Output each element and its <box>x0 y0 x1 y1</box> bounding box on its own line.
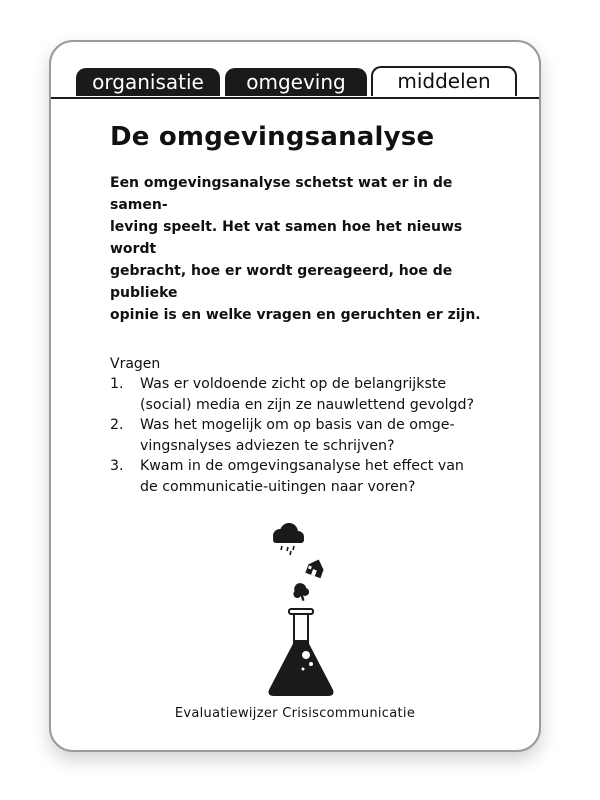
footer-text: Evaluatiewijzer Crisiscommunicatie <box>174 706 416 721</box>
question-line: vingsnalyses adviezen te schrijven? <box>140 437 395 454</box>
tab-underline <box>51 97 539 99</box>
intro-line: Een omgevingsanalyse schetst wat er in de samen- <box>110 175 453 213</box>
question-number: 3. <box>110 458 124 474</box>
intro-text <box>110 172 490 326</box>
intro-line: leving speelt. Het vat samen hoe het nieuws wordt <box>110 219 463 257</box>
question-line: Kwam in de omgevingsanalyse het effect van <box>140 458 464 474</box>
question-item <box>110 456 490 497</box>
question-line: de communicatie-uitingen naar voren? <box>140 478 416 495</box>
tab-organisatie[interactable]: organisatie <box>76 68 220 96</box>
flask-illustration <box>256 522 346 702</box>
house-icon <box>305 557 326 578</box>
question-line: (social) media en zijn ze nauwlettend gevolgd? <box>140 396 475 413</box>
rain-cloud-icon <box>273 523 304 555</box>
card <box>49 40 541 752</box>
question-line: Was het mogelijk om op basis van de omge- <box>140 417 455 433</box>
tab-bar <box>51 42 539 98</box>
tab-omgeving[interactable]: omgeving <box>225 68 367 96</box>
card-content <box>110 122 490 497</box>
erlenmeyer-flask-icon <box>270 609 333 695</box>
questions-heading: Vragen <box>110 356 161 372</box>
question-line: Was er voldoende zicht op de belangrijkste <box>140 376 447 392</box>
question-number: 1. <box>110 376 124 392</box>
intro-line: opinie is en welke vragen en geruchten er zijn. <box>110 307 481 323</box>
question-item <box>110 374 490 415</box>
question-number: 2. <box>110 417 124 433</box>
question-item <box>110 415 490 456</box>
page-title: De omgevingsanalyse <box>110 122 435 152</box>
tab-middelen[interactable]: middelen <box>371 66 517 96</box>
questions-list <box>110 374 490 497</box>
tree-icon <box>291 581 311 603</box>
intro-line: gebracht, hoe er wordt gereageerd, hoe de publieke <box>110 263 453 301</box>
